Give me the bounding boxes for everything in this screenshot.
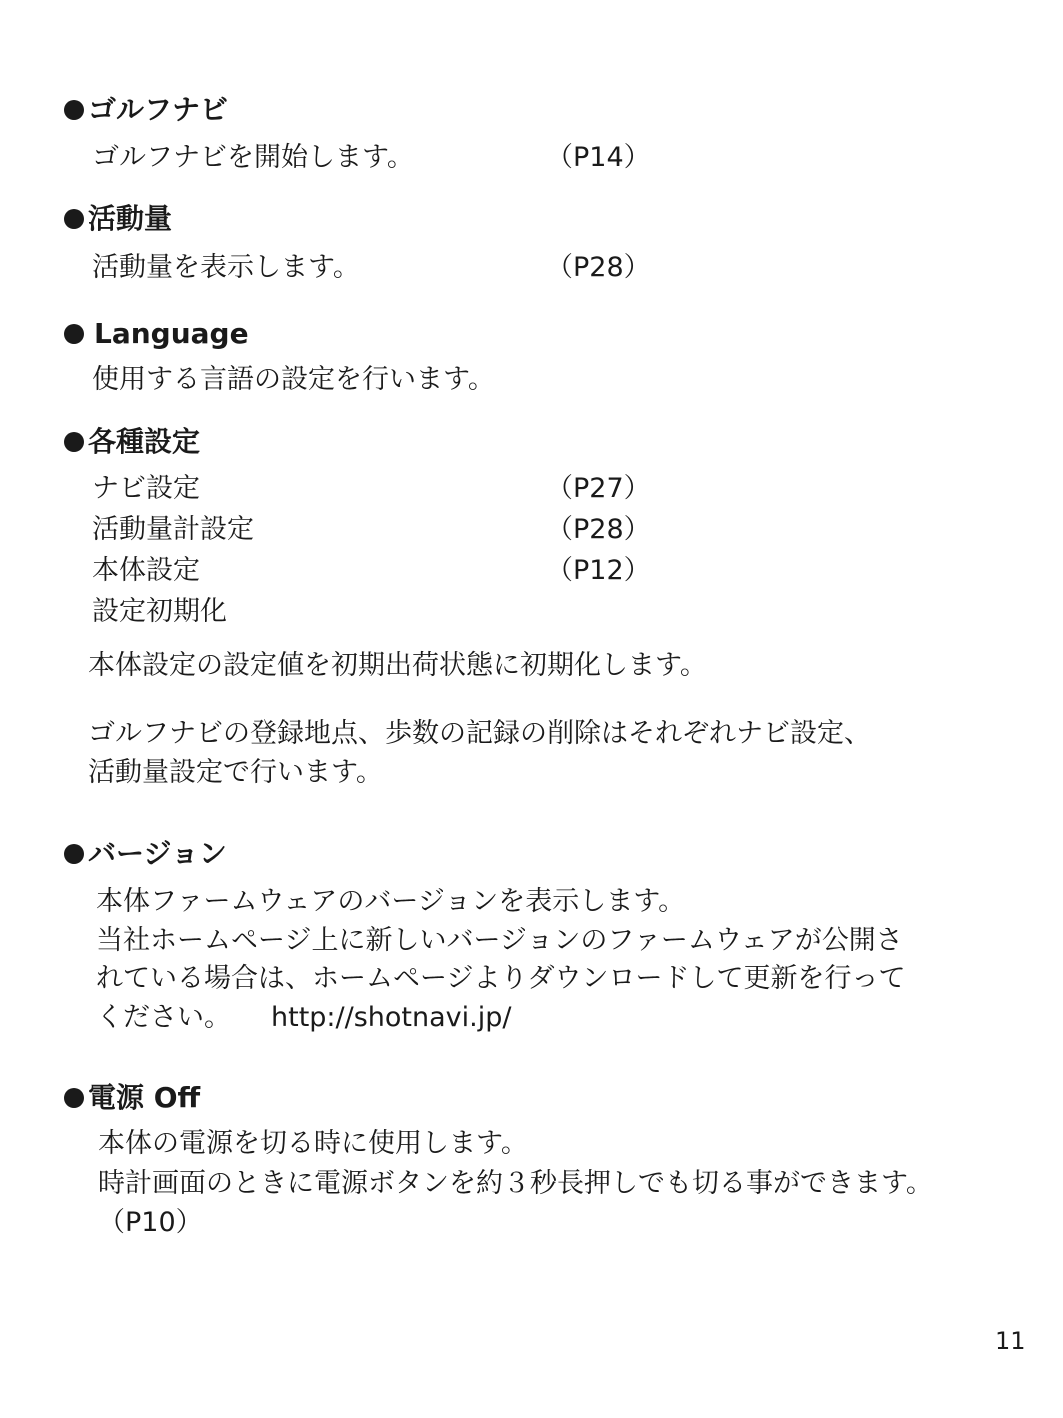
section-heading-version — [64, 836, 227, 872]
power-off-line-1: 本体の電源を切る時に使用します。 — [98, 1128, 528, 1159]
version-line-2: 当社ホームページ上に新しいバージョンのファームウェアが公開さ — [96, 925, 903, 956]
version-line-4-text: ください。 — [96, 1002, 231, 1033]
bullet-icon — [64, 844, 84, 864]
bullet-icon — [64, 209, 84, 229]
activity-description: 活動量を表示します。 — [92, 252, 360, 283]
power-off-line-2: 時計画面のときに電源ボタンを約３秒長押しでも切る事ができます。 — [98, 1168, 933, 1199]
bullet-icon — [64, 432, 84, 452]
bullet-icon — [64, 100, 84, 120]
settings-item-device-ref: （P12） — [546, 555, 651, 586]
settings-item-navi: ナビ設定 — [92, 473, 200, 504]
version-line-3: れている場合は、ホームページよりダウンロードして更新を行って — [96, 963, 906, 994]
settings-delete-note-line2: 活動量設定で行います。 — [88, 757, 383, 788]
version-line-1: 本体ファームウェアのバージョンを表示します。 — [96, 886, 686, 917]
settings-item-reset: 設定初期化 — [92, 596, 227, 627]
section-heading-power-off — [64, 1080, 200, 1116]
heading-text: ゴルフナビ — [88, 93, 229, 126]
settings-item-activity-meter: 活動量計設定 — [92, 514, 254, 545]
heading-text: 各種設定 — [88, 425, 201, 458]
page-number: 11 — [995, 1327, 1026, 1355]
heading-text: バージョン — [88, 837, 227, 870]
bullet-icon — [64, 1088, 84, 1108]
language-description: 使用する言語の設定を行います。 — [92, 364, 495, 395]
settings-delete-note-line1: ゴルフナビの登録地点、歩数の記録の削除はそれぞれナビ設定、 — [88, 718, 871, 749]
activity-page-ref: （P28） — [546, 252, 651, 283]
website-link[interactable]: http://shotnavi.jp/ — [271, 1002, 512, 1033]
settings-item-device: 本体設定 — [92, 555, 200, 586]
golf-navi-description: ゴルフナビを開始します。 — [92, 142, 414, 173]
section-heading-activity — [64, 201, 172, 237]
heading-text: 活動量 — [88, 202, 173, 235]
settings-reset-note: 本体設定の設定値を初期出荷状態に初期化します。 — [88, 650, 707, 681]
bullet-icon — [64, 324, 84, 344]
version-line-4 — [96, 1000, 511, 1036]
settings-item-navi-ref: （P27） — [546, 473, 651, 504]
heading-text: Language — [94, 317, 249, 350]
power-off-page-ref: （P10） — [98, 1207, 203, 1238]
section-heading-golf-navi — [64, 92, 228, 128]
settings-item-activity-meter-ref: （P28） — [546, 514, 651, 545]
golf-navi-page-ref: （P14） — [546, 142, 651, 173]
section-heading-settings — [64, 424, 200, 460]
heading-text: 電源 Off — [88, 1081, 201, 1114]
section-heading-language — [64, 316, 249, 352]
